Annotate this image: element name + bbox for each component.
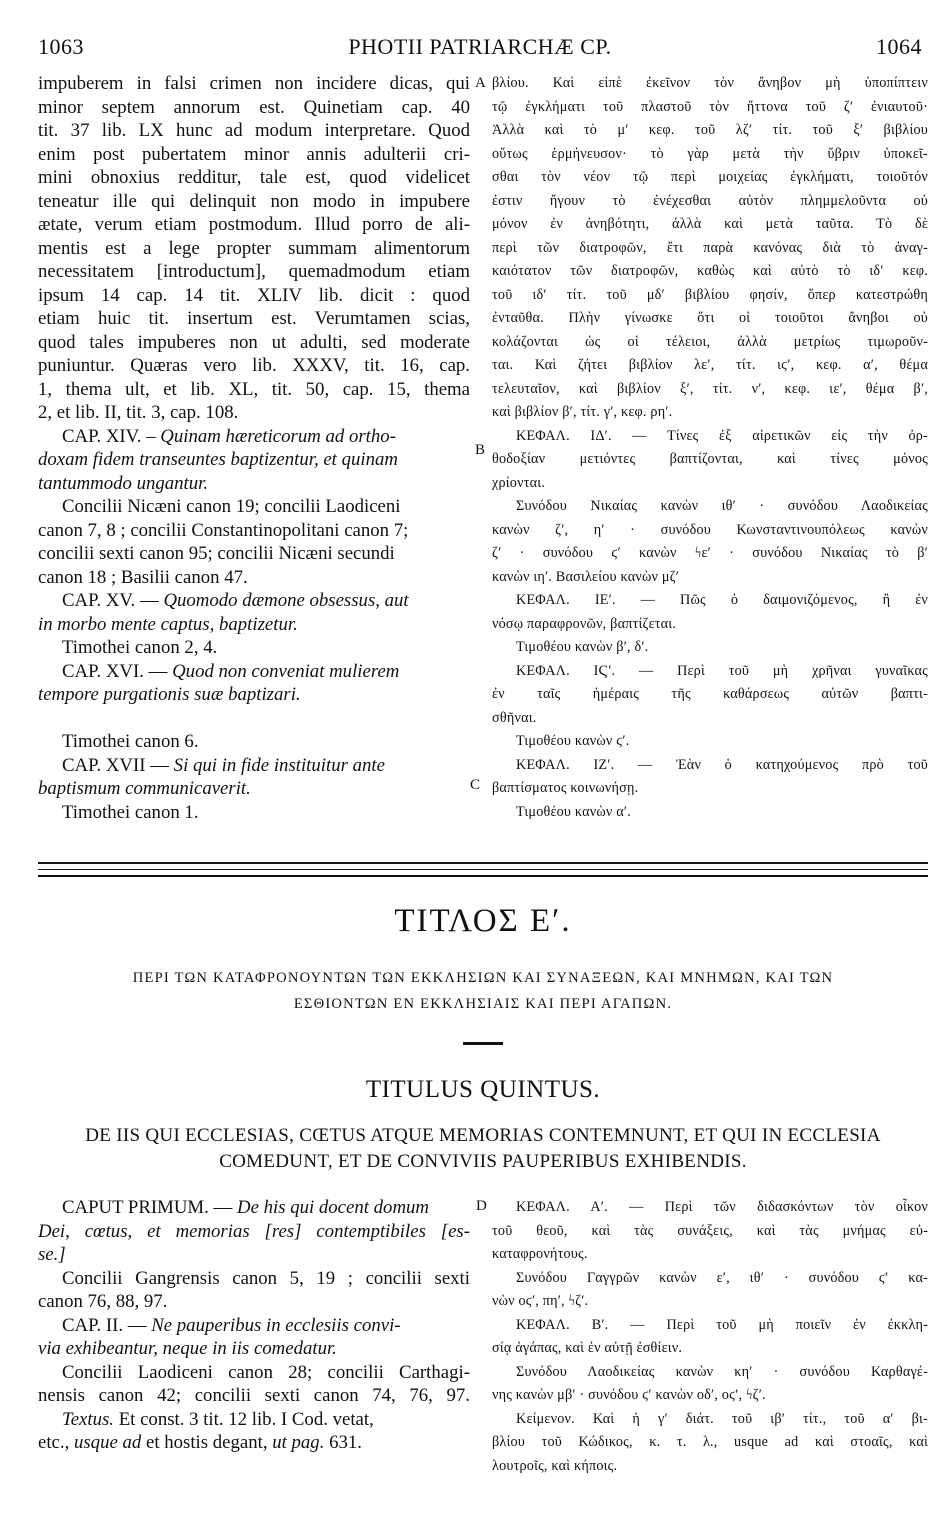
title-dash (463, 1042, 503, 1045)
chapter-title-cont: doxam fidem transeuntes baptizentur, et quinam (38, 449, 398, 470)
canon-line: Timothei canon 2, 4. (62, 637, 218, 658)
greek-column-bottom (492, 1196, 928, 1478)
chapter-title: De his qui docent domum (237, 1197, 429, 1218)
greek-line: σθῆναι. (492, 709, 537, 726)
greek-chapter-heading: ΚΕΦΑΛ. ΙΕʹ. — Πῶς ὁ δαιμονιζόμενος, ἢ ἐν (516, 592, 928, 608)
latin-line: 1, thema ult, et lib. XL, tit. 50, cap. 15, thema (38, 378, 470, 400)
latin-title-subtitle: COMEDUNT, ET DE CONVIVIIS PAUPERIBUS EXHIBENDIS. (219, 1151, 747, 1172)
greek-title-subtitle: ΠΕΡΙ ΤΩΝ ΚΑΤΑΦΡΟΝΟΥΝΤΩΝ ΤΩΝ ΕΚΚΛΗΣΙΩΝ ΚΑΙ ΣΥΝΑΞΕΩΝ, ΚΑΙ ΜΝΗΜΩΝ, ΚΑΙ ΤΩΝ (132, 970, 834, 986)
chapter-label: CAP. XVII — (62, 754, 169, 776)
greek-line: οὕτως ἑρμήνευσον· τὸ γὰρ μετὰ τὴν ὕβριν ὑποκεῖ- (492, 145, 928, 162)
divider-rule (38, 862, 928, 864)
latin-line: minor septem annorum est. Quinetiam cap. 40 (38, 96, 470, 118)
latin-line: enim post pubertatem minor annis adulterii cri- (38, 143, 470, 165)
greek-line: χρίονται. (492, 474, 546, 491)
canon-line: Concilii Gangrensis canon 5, 19 ; concilii sexti (62, 1267, 470, 1289)
greek-line: καὶ βιβλίον βʹ, τίτ. γʹ, κεφ. ρηʹ. (492, 404, 673, 420)
greek-line: νης κανὼν μβʹ · συνόδου ϛʹ κανὼν οδʹ, οϛʹ, ϟζʹ. (492, 1387, 766, 1403)
latin-title-heading: TITULUS QUINTUS. (365, 1076, 601, 1103)
chapter-title: Quod non conveniat mulierem (172, 660, 400, 682)
chapter-heading (38, 660, 470, 684)
greek-title-heading: ΤΙΤΛΟΣ Εʹ. (394, 903, 572, 939)
greek-line: λουτροῖς, καὶ κήποις. (492, 1457, 618, 1474)
canon-line: Concilii Nicæni canon 19; concilii Laodiceni (62, 496, 401, 517)
latin-line: quod tales impuberes non ut adulti, sed moderate (38, 331, 470, 353)
canon-line (38, 707, 470, 731)
greek-chapter-heading: ΚΕΦΑΛ. Βʹ. — Περὶ τοῦ μὴ ποιεῖν ἐν ἐκκλη- (516, 1316, 928, 1333)
textus-text: usque ad (73, 1432, 142, 1453)
chapter-title-cont: baptismum communicaverit. (38, 778, 251, 799)
chapter-title-cont: Dei, cœtus, et memorias [res] contemptibiles [es- (38, 1220, 470, 1242)
column-marker-b: B (475, 442, 486, 458)
greek-column-top (492, 72, 928, 824)
latin-column-bottom (38, 1196, 470, 1455)
greek-line: σίᾳ ἀγάπας, καὶ ἐν αὐτῇ ἐσθίειν. (492, 1340, 683, 1356)
chapter-title: Ne pauperibus in ecclesiis convi- (151, 1314, 401, 1336)
latin-line: impuberem in falsi crimen non incidere dicas, qui (38, 73, 470, 94)
chapter-heading (38, 425, 470, 449)
textus-text: etc., (38, 1432, 74, 1453)
greek-line: Συνόδου Νικαίας κανὼν ιθʹ · συνόδου Λαοδικείας (516, 498, 928, 514)
greek-title-subtitle: ΕΣΘΙΟΝΤΩΝ ΕΝ ΕΚΚΛΗΣΙΑΙΣ ΚΑΙ ΠΕΡΙ ΑΓΑΠΩΝ. (293, 996, 673, 1012)
greek-line: ται. Καὶ ζήτει βιβλίον λεʹ, τίτ. ιϛʹ, κεφ. αʹ, θέμα (492, 357, 928, 373)
greek-line: σθαι τὸν νέον τῷ περὶ μοιχείας ἐγκλήματι, τοιοῦτόν (492, 169, 928, 185)
running-title: PHOTII PATRIARCHÆ CP. (348, 34, 612, 59)
latin-line: ætate, verum etiam postmodum. Illud porro de ali- (38, 214, 470, 235)
chapter-label: CAP. XIV. – (62, 425, 156, 447)
canon-line: concilii sexti canon 95; concilii Nicæni secundi (38, 543, 395, 564)
canon-line: canon 18 ; Basilii canon 47. (38, 566, 248, 588)
textus-label: Textus. (62, 1408, 115, 1430)
canon-line: Timothei canon 6. (62, 731, 199, 752)
latin-line: mentis est a lege propter summam alimentorum (38, 237, 470, 259)
latin-line: 2, et lib. II, tit. 3, cap. 108. (38, 402, 239, 423)
latin-line: teneatur ille qui delinquit non modo in impubere (38, 190, 470, 212)
divider-rule (38, 875, 928, 877)
greek-line: Ἀλλὰ καὶ τὸ μʹ κεφ. τοῦ λζʹ τίτ. τοῦ ξʹ βιβλίου (492, 122, 928, 138)
chapter-title: Si qui in fide instituitur ante (173, 754, 385, 776)
divider-rule (38, 869, 928, 870)
greek-line: ἐν ταῖς ἡμέραις τῆς καθάρσεως αὐτῶν βαπτι- (492, 686, 928, 702)
greek-line: νόσῳ παραφρονῶν, βαπτίζεται. (492, 615, 677, 632)
greek-chapter-heading: ΚΕΦΑΛ. Αʹ. — Περὶ τῶν διδασκόντων τὸν οἶκον (516, 1199, 928, 1215)
page-number-left: 1063 (38, 34, 84, 59)
chapter-title-cont: se.] (38, 1244, 66, 1265)
canon-line: Timothei canon 1. (62, 801, 199, 823)
greek-line: Τιμοθέου κανὼν βʹ, δʹ. (516, 639, 649, 655)
chapter-heading (38, 1314, 470, 1338)
latin-line: tit. 37 lib. LX hunc ad modum interpretare. Quod (38, 120, 470, 141)
chapter-title-cont: tempore purgationis suæ baptizari. (38, 684, 301, 705)
textus-text: Et const. 3 tit. 12 lib. I Cod. vetat, (114, 1408, 374, 1430)
chapter-label: CAP. XVI. — (62, 660, 168, 682)
greek-line: καιότατον τῶν διατροφῶν, καθὼς καὶ αὐτὸ τὸ ιδʹ κεφ. (492, 263, 928, 279)
greek-line: βλίου. Καὶ εἰπὲ ἐκεῖνον τὸν ἄνηβον μὴ ὑποπίπτειν (492, 75, 928, 91)
column-marker-c: C (470, 777, 481, 793)
greek-line: κανὼν ιηʹ. Βασιλείου κανὼν μζʹ (492, 568, 680, 585)
greek-chapter-heading: ΚΕΦΑΛ. ΙΔʹ. — Τίνες ἐξ αἱρετικῶν εἰς τὴν ὀρ- (516, 427, 928, 444)
latin-title-subtitle: DE IIS QUI ECCLESIAS, CŒTUS ATQUE MEMORIAS CONTEMNUNT, ET QUI IN ECCLESIA (85, 1125, 881, 1146)
latin-line: puniuntur. Quæras vero lib. XXXV, tit. 16, cap. (38, 355, 470, 376)
greek-line: καταφρονήτους. (492, 1246, 588, 1262)
chapter-heading (38, 754, 470, 778)
canon-line: nensis canon 42; concilii sexti canon 74, 76, 97. (38, 1385, 470, 1406)
greek-line: θοδοξίαν μετιόντες βαπτίζονται, καὶ τίνες μόνος (492, 451, 928, 467)
textus-text: 631. (324, 1432, 362, 1453)
greek-chapter-heading: ΚΕΦΑΛ. ΙϚʹ. — Περὶ τοῦ μὴ χρῆναι γυναῖκας (516, 662, 928, 679)
chapter-title-cont: via exhibeantur, neque in iis comedatur. (38, 1338, 337, 1359)
column-marker-a: A (475, 75, 486, 91)
chapter-label: CAPUT PRIMUM. — (62, 1197, 233, 1218)
greek-line: ζʹ · συνόδου ϛʹ κανὼν ϟεʹ · συνόδου Νικαίας τὸ βʹ (492, 545, 928, 561)
canon-line: canon 7, 8 ; concilii Constantinopolitani canon 7; (38, 519, 409, 541)
chapter-label: CAP. XV. — (62, 590, 159, 611)
running-header (38, 34, 922, 64)
greek-line: ἐνταῦθα. Πλὴν γίνωσκε ὅτι οἱ τοιοῦτοι ἄνηβοι οὐ (492, 310, 928, 326)
greek-line: τῷ ἐγκλήματι τοῦ πλαστοῦ τὸν ἥττονα τοῦ ζʹ ἐνιαυτοῦ· (492, 98, 928, 115)
chapter-heading (38, 1196, 470, 1220)
chapter-title: Quinam hæreticorum ad ortho- (160, 425, 396, 447)
textus-line (38, 1408, 470, 1432)
page-number-right: 1064 (876, 34, 922, 59)
greek-line: Τιμοθέου κανὼν ϛʹ. (516, 733, 630, 749)
greek-line: βαπτίσματος κοινωνήσῃ. (492, 780, 639, 796)
greek-line: Κείμενον. Καὶ ἡ γʹ διάτ. τοῦ ιβʹ τίτ., τοῦ αʹ βι- (516, 1410, 928, 1427)
textus-line (38, 1431, 470, 1455)
greek-line: Συνόδου Λαοδικείας κανὼν κηʹ · συνόδου Καρθαγέ- (516, 1363, 928, 1380)
greek-line: τοῦ θεοῦ, καὶ τὰς συνάξεις, καὶ τὰς μνήμας εὐ- (492, 1222, 928, 1239)
chapter-label: CAP. II. — (62, 1314, 147, 1336)
greek-line: τοῦ ιδʹ τίτ. τοῦ μδʹ βιβλίου φησίν, ὅπερ κατεστρώθη (492, 286, 928, 303)
greek-line: μόνον ἐν ἀνηβότητι, ἀλλὰ καὶ μετὰ ταῦτα. Τὸ δὲ (492, 216, 928, 232)
greek-line: τελευταῖον, καὶ βιβλίον ξʹ, τίτ. νʹ, κεφ. ιεʹ, θέμα βʹ, (492, 380, 928, 397)
textus-text: ut pag. (272, 1432, 325, 1453)
chapter-title: Quomodo dæmone obsessus, aut (163, 590, 409, 611)
greek-line: κανὼν ζʹ, ηʹ · συνόδου Κωνσταντινουπόλεως κανὼν (492, 521, 928, 538)
latin-line: mini obnoxius redditur, tale est, quod videlicet (38, 167, 470, 188)
greek-line: Συνόδου Γαγγρῶν κανὼν εʹ, ιθʹ · συνόδου ϛʹ κα- (516, 1269, 928, 1286)
greek-line: περὶ τῶν διατροφῶν, ἔτι παρὰ κανόνας διὰ τὸ ἀναγ- (492, 239, 928, 256)
textus-text: et hostis degant, (141, 1432, 273, 1453)
latin-line: ipsum 14 cap. 14 tit. XLIV lib. dicit : quod (38, 284, 470, 306)
greek-chapter-heading: ΚΕΦΑΛ. ΙΖʹ. — Ἐὰν ὁ κατηχούμενος πρὸ τοῦ (516, 756, 928, 773)
chapter-heading (38, 589, 470, 613)
canon-line: canon 76, 88, 97. (38, 1291, 168, 1312)
latin-line: necessitatem [introductum], quemadmodum etiam (38, 261, 470, 282)
greek-line: κολάζονται ὡς οἱ τέλειοι, ἀλλὰ μετρίως τιμωροῦν- (492, 333, 928, 350)
greek-line: βλίου τοῦ Κώδικος, κ. τ. λ., usque ad καὶ στοαῖς, καὶ (492, 1434, 928, 1450)
latin-column-top (38, 72, 470, 824)
greek-line: ἐστιν ἤγουν τὸ ἐνέχεσθαι αὐτὸν πλημμελοῦντα οὐ (492, 192, 928, 209)
greek-line: νὼν οϛʹ, πηʹ, ϟζʹ. (492, 1293, 589, 1309)
canon-line: Concilii Laodiceni canon 28; concilii Carthagi- (62, 1361, 470, 1383)
chapter-title-cont: in morbo mente captus, baptizetur. (38, 613, 298, 635)
latin-line: etiam huic tit. insertum est. Verumtamen scias, (38, 308, 470, 329)
greek-line: Τιμοθέου κανὼν αʹ. (516, 803, 631, 820)
column-marker-d: D (476, 1198, 487, 1214)
chapter-title-cont: tantummodo ungantur. (38, 472, 209, 494)
